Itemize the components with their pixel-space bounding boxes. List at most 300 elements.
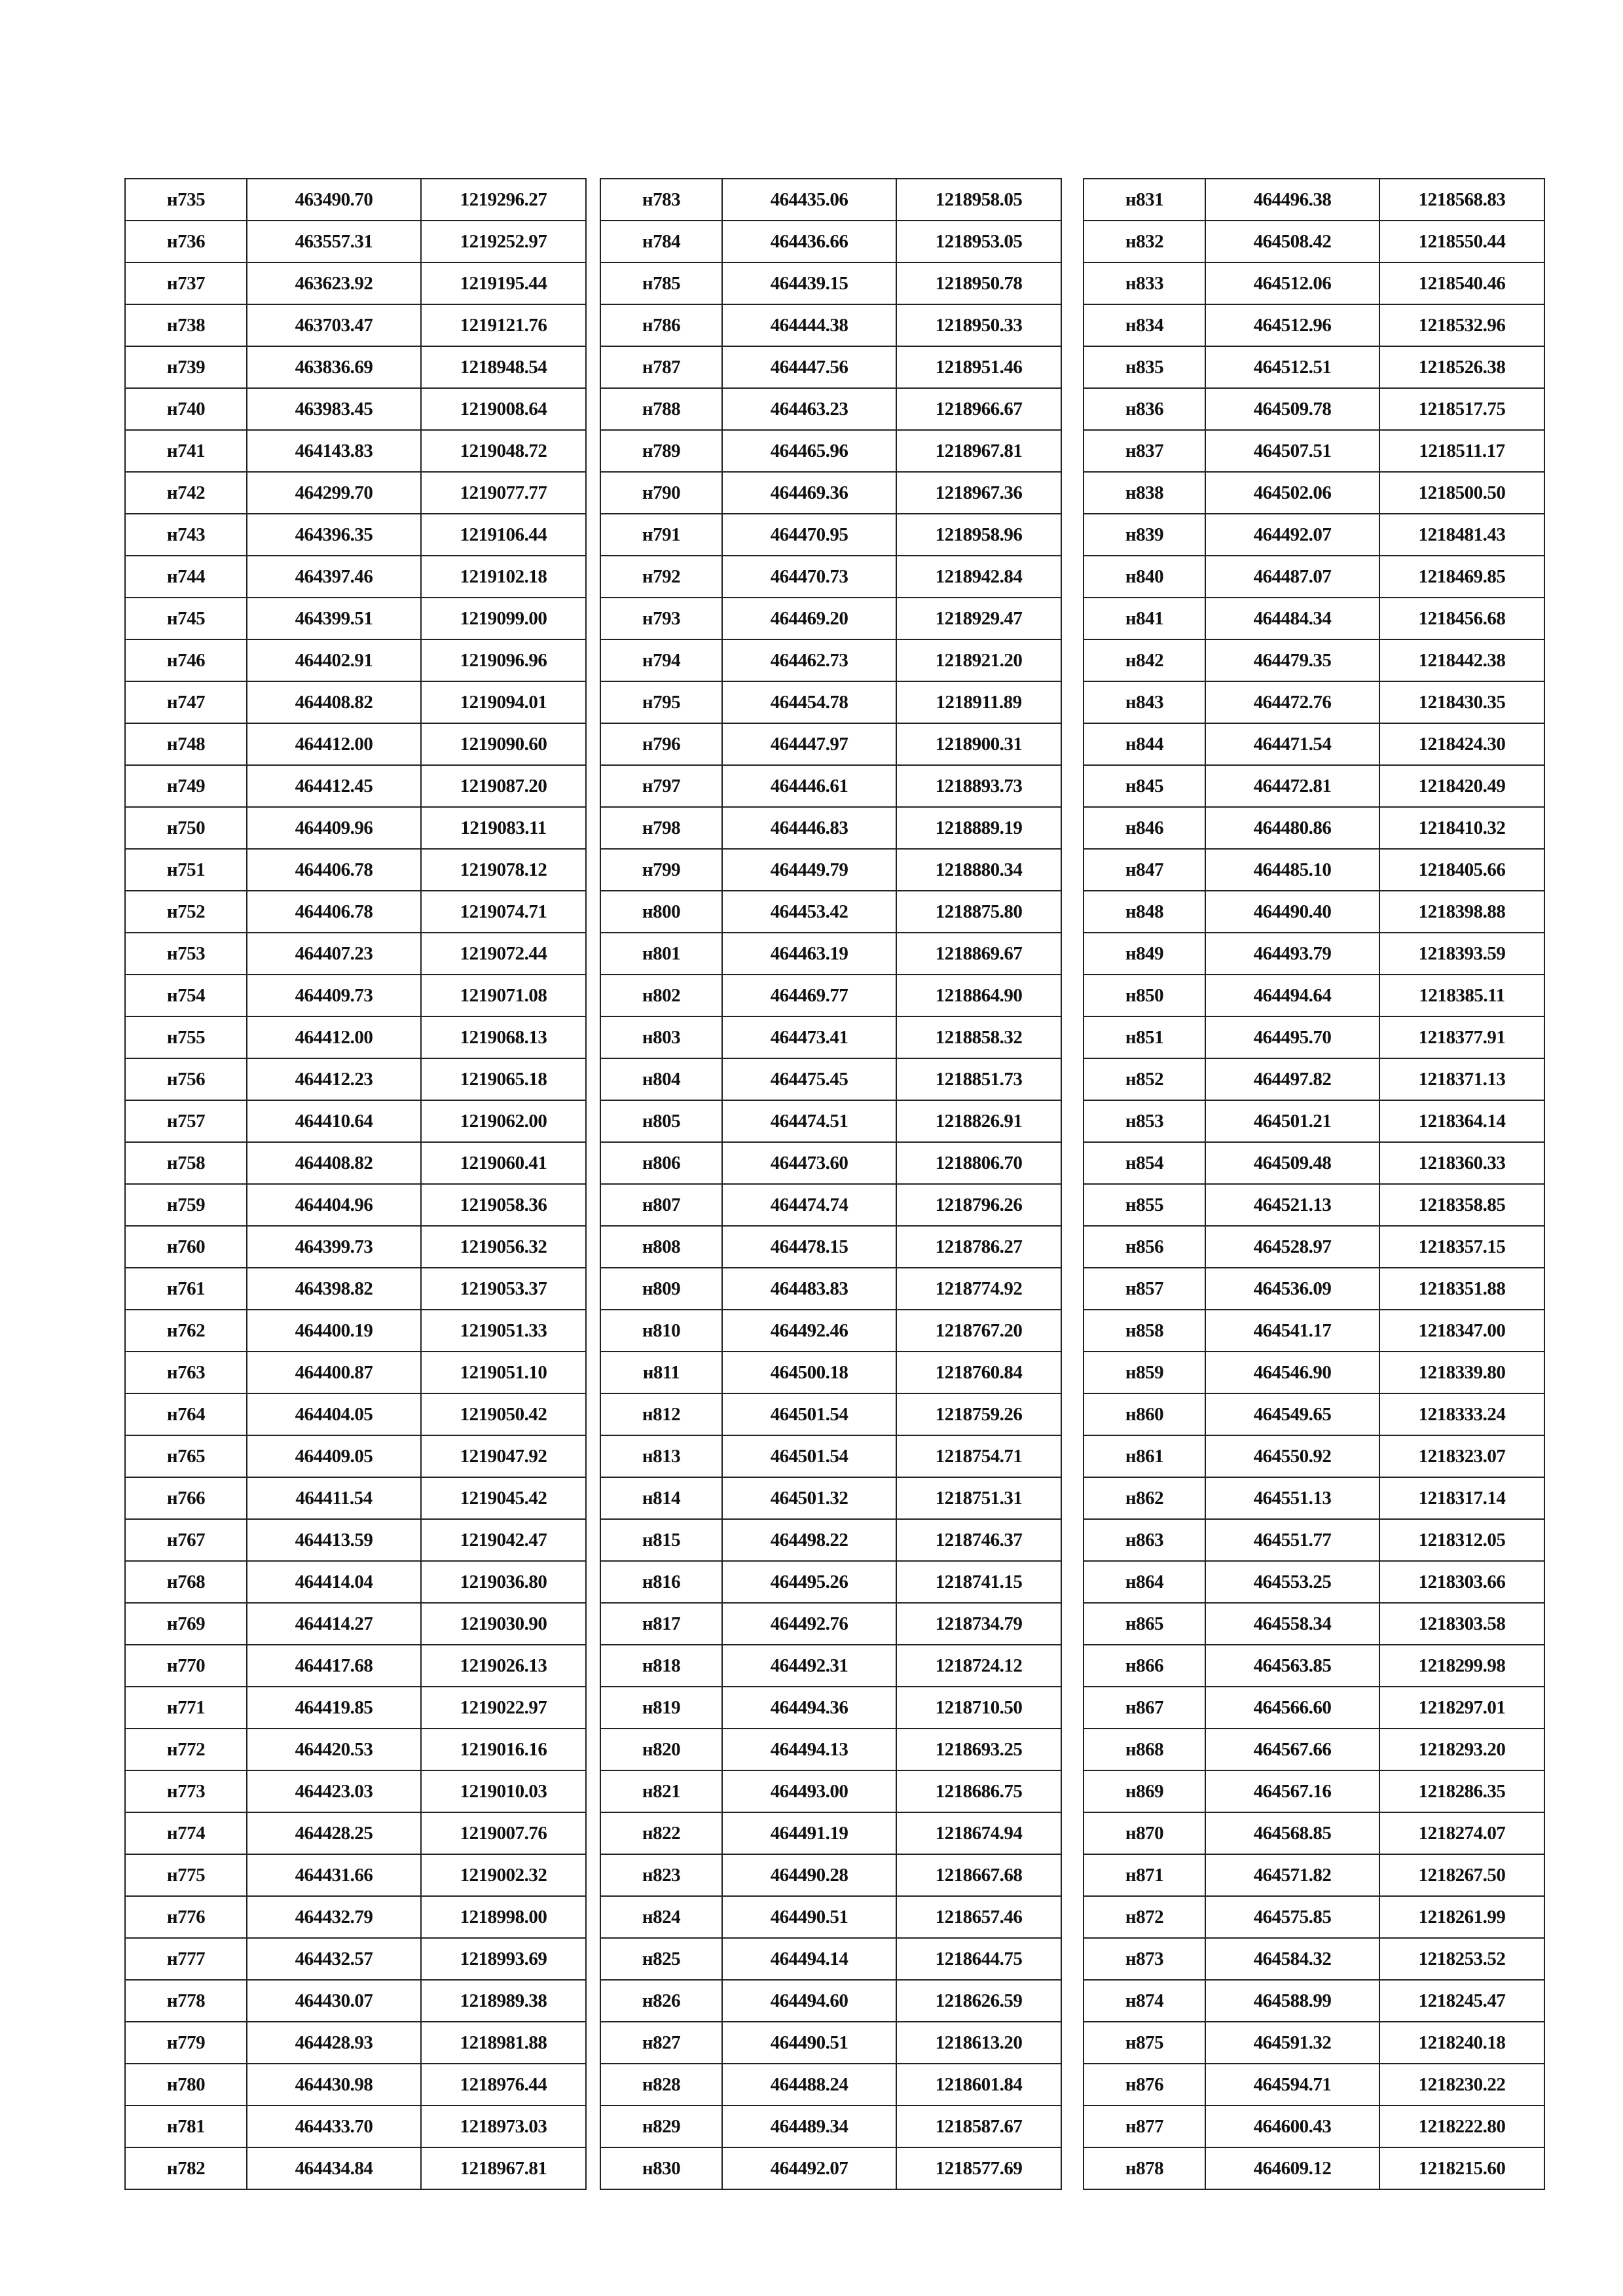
- point-id-cell: н874: [1084, 1980, 1205, 2022]
- y-coordinate-cell: 1219042.47: [421, 1519, 586, 1561]
- point-id-cell: н839: [1084, 514, 1205, 556]
- point-id-cell: н834: [1084, 304, 1205, 346]
- y-coordinate-cell: 1218303.58: [1379, 1603, 1544, 1645]
- table-row: [125, 179, 586, 221]
- table-row: [600, 1896, 1061, 1938]
- point-id-cell: н801: [600, 933, 722, 975]
- y-coordinate-cell: 1218953.05: [896, 221, 1061, 262]
- y-coordinate-cell: 1219096.96: [421, 639, 586, 681]
- x-coordinate-cell: 464553.25: [1205, 1561, 1379, 1603]
- table-row: [600, 933, 1061, 975]
- table-row: [600, 1393, 1061, 1435]
- x-coordinate-cell: 464446.61: [722, 765, 896, 807]
- point-id-cell: н795: [600, 681, 722, 723]
- x-coordinate-cell: 464491.19: [722, 1812, 896, 1854]
- point-id-cell: н765: [125, 1435, 247, 1477]
- y-coordinate-cell: 1218724.12: [896, 1645, 1061, 1687]
- x-coordinate-cell: 464400.87: [247, 1352, 421, 1393]
- table-row: [125, 514, 586, 556]
- y-coordinate-cell: 1219106.44: [421, 514, 586, 556]
- point-id-cell: н826: [600, 1980, 722, 2022]
- table-row: [1084, 262, 1544, 304]
- x-coordinate-cell: 464412.00: [247, 723, 421, 765]
- point-id-cell: н865: [1084, 1603, 1205, 1645]
- table-row: [1084, 1561, 1544, 1603]
- table-row: [125, 556, 586, 598]
- y-coordinate-cell: 1218405.66: [1379, 849, 1544, 891]
- y-coordinate-cell: 1218951.46: [896, 346, 1061, 388]
- point-id-cell: н753: [125, 933, 247, 975]
- y-coordinate-cell: 1219026.13: [421, 1645, 586, 1687]
- table-row: [125, 1058, 586, 1100]
- table-row: [1084, 849, 1544, 891]
- point-id-cell: н760: [125, 1226, 247, 1268]
- x-coordinate-cell: 464512.96: [1205, 304, 1379, 346]
- x-coordinate-cell: 464409.73: [247, 975, 421, 1016]
- y-coordinate-cell: 1218481.43: [1379, 514, 1544, 556]
- table-row: [600, 514, 1061, 556]
- y-coordinate-cell: 1219007.76: [421, 1812, 586, 1854]
- y-coordinate-cell: 1218442.38: [1379, 639, 1544, 681]
- y-coordinate-cell: 1218393.59: [1379, 933, 1544, 975]
- table-row: [125, 472, 586, 514]
- x-coordinate-cell: 464454.78: [722, 681, 896, 723]
- y-coordinate-cell: 1219252.97: [421, 221, 586, 262]
- y-coordinate-cell: 1218921.20: [896, 639, 1061, 681]
- table-row: [600, 1603, 1061, 1645]
- table-row: [1084, 1729, 1544, 1770]
- y-coordinate-cell: 1218577.69: [896, 2147, 1061, 2189]
- y-coordinate-cell: 1219068.13: [421, 1016, 586, 1058]
- x-coordinate-cell: 464463.19: [722, 933, 896, 975]
- y-coordinate-cell: 1218339.80: [1379, 1352, 1544, 1393]
- y-coordinate-cell: 1218398.88: [1379, 891, 1544, 933]
- x-coordinate-cell: 464402.91: [247, 639, 421, 681]
- table-row: [125, 1310, 586, 1352]
- point-id-cell: н846: [1084, 807, 1205, 849]
- table-row: [125, 388, 586, 430]
- y-coordinate-cell: 1218333.24: [1379, 1393, 1544, 1435]
- y-coordinate-cell: 1218858.32: [896, 1016, 1061, 1058]
- x-coordinate-cell: 464431.66: [247, 1854, 421, 1896]
- y-coordinate-cell: 1218351.88: [1379, 1268, 1544, 1310]
- table-row: [1084, 1603, 1544, 1645]
- table-row: [125, 807, 586, 849]
- point-id-cell: н840: [1084, 556, 1205, 598]
- point-id-cell: н778: [125, 1980, 247, 2022]
- y-coordinate-cell: 1218568.83: [1379, 179, 1544, 221]
- table-row: [600, 1812, 1061, 1854]
- x-coordinate-cell: 464463.23: [722, 388, 896, 430]
- point-id-cell: н754: [125, 975, 247, 1016]
- point-id-cell: н807: [600, 1184, 722, 1226]
- table-row: [125, 681, 586, 723]
- table-row: [1084, 1645, 1544, 1687]
- y-coordinate-cell: 1218958.05: [896, 179, 1061, 221]
- x-coordinate-cell: 463836.69: [247, 346, 421, 388]
- point-id-cell: н782: [125, 2147, 247, 2189]
- y-coordinate-cell: 1219048.72: [421, 430, 586, 472]
- table-row: [1084, 1100, 1544, 1142]
- x-coordinate-cell: 464408.82: [247, 1142, 421, 1184]
- point-id-cell: н844: [1084, 723, 1205, 765]
- x-coordinate-cell: 464413.59: [247, 1519, 421, 1561]
- point-id-cell: н828: [600, 2064, 722, 2106]
- x-coordinate-cell: 464412.23: [247, 1058, 421, 1100]
- x-coordinate-cell: 464446.83: [722, 807, 896, 849]
- x-coordinate-cell: 464494.60: [722, 1980, 896, 2022]
- table-row: [600, 1477, 1061, 1519]
- point-id-cell: н878: [1084, 2147, 1205, 2189]
- x-coordinate-cell: 464435.06: [722, 179, 896, 221]
- x-coordinate-cell: 464591.32: [1205, 2022, 1379, 2064]
- point-id-cell: н847: [1084, 849, 1205, 891]
- x-coordinate-cell: 464428.93: [247, 2022, 421, 2064]
- y-coordinate-cell: 1219022.97: [421, 1687, 586, 1729]
- y-coordinate-cell: 1218526.38: [1379, 346, 1544, 388]
- table-row: [125, 430, 586, 472]
- y-coordinate-cell: 1218869.67: [896, 933, 1061, 975]
- table-row: [600, 1435, 1061, 1477]
- point-id-cell: н825: [600, 1938, 722, 1980]
- y-coordinate-cell: 1218998.00: [421, 1896, 586, 1938]
- point-id-cell: н775: [125, 1854, 247, 1896]
- table-row: [1084, 1896, 1544, 1938]
- table-row: [125, 1142, 586, 1184]
- table-row: [125, 849, 586, 891]
- table-row: [1084, 1352, 1544, 1393]
- y-coordinate-cell: 1218626.59: [896, 1980, 1061, 2022]
- point-id-cell: н836: [1084, 388, 1205, 430]
- x-coordinate-cell: 464492.07: [1205, 514, 1379, 556]
- y-coordinate-cell: 1219071.08: [421, 975, 586, 1016]
- table-row: [1084, 1058, 1544, 1100]
- x-coordinate-cell: 464479.35: [1205, 639, 1379, 681]
- y-coordinate-cell: 1218317.14: [1379, 1477, 1544, 1519]
- x-coordinate-cell: 464609.12: [1205, 2147, 1379, 2189]
- y-coordinate-cell: 1219094.01: [421, 681, 586, 723]
- table-row: [125, 1980, 586, 2022]
- x-coordinate-cell: 464407.23: [247, 933, 421, 975]
- point-id-cell: н811: [600, 1352, 722, 1393]
- x-coordinate-cell: 464412.45: [247, 765, 421, 807]
- y-coordinate-cell: 1218267.50: [1379, 1854, 1544, 1896]
- y-coordinate-cell: 1218540.46: [1379, 262, 1544, 304]
- x-coordinate-cell: 464528.97: [1205, 1226, 1379, 1268]
- y-coordinate-cell: 1218875.80: [896, 891, 1061, 933]
- point-id-cell: н869: [1084, 1770, 1205, 1812]
- point-id-cell: н818: [600, 1645, 722, 1687]
- coordinate-table-block-3: [1083, 178, 1545, 2190]
- y-coordinate-cell: 1218950.33: [896, 304, 1061, 346]
- table-row: [600, 304, 1061, 346]
- y-coordinate-cell: 1218377.91: [1379, 1016, 1544, 1058]
- y-coordinate-cell: 1218420.49: [1379, 765, 1544, 807]
- x-coordinate-cell: 464495.70: [1205, 1016, 1379, 1058]
- y-coordinate-cell: 1218410.32: [1379, 807, 1544, 849]
- y-coordinate-cell: 1218347.00: [1379, 1310, 1544, 1352]
- y-coordinate-cell: 1219036.80: [421, 1561, 586, 1603]
- x-coordinate-cell: 464508.42: [1205, 221, 1379, 262]
- y-coordinate-cell: 1218240.18: [1379, 2022, 1544, 2064]
- point-id-cell: н788: [600, 388, 722, 430]
- table-row: [600, 1561, 1061, 1603]
- y-coordinate-cell: 1218303.66: [1379, 1561, 1544, 1603]
- y-coordinate-cell: 1219078.12: [421, 849, 586, 891]
- point-id-cell: н837: [1084, 430, 1205, 472]
- x-coordinate-cell: 464398.82: [247, 1268, 421, 1310]
- y-coordinate-cell: 1218424.30: [1379, 723, 1544, 765]
- point-id-cell: н870: [1084, 1812, 1205, 1854]
- table-row: [1084, 2022, 1544, 2064]
- point-id-cell: н800: [600, 891, 722, 933]
- table-row: [125, 2064, 586, 2106]
- point-id-cell: н843: [1084, 681, 1205, 723]
- point-id-cell: н787: [600, 346, 722, 388]
- table-row: [1084, 472, 1544, 514]
- table-row: [600, 1645, 1061, 1687]
- point-id-cell: н824: [600, 1896, 722, 1938]
- y-coordinate-cell: 1218893.73: [896, 765, 1061, 807]
- point-id-cell: н767: [125, 1519, 247, 1561]
- y-coordinate-cell: 1218966.67: [896, 388, 1061, 430]
- y-coordinate-cell: 1219072.44: [421, 933, 586, 975]
- x-coordinate-cell: 464600.43: [1205, 2106, 1379, 2147]
- table-row: [1084, 430, 1544, 472]
- point-id-cell: н875: [1084, 2022, 1205, 2064]
- point-id-cell: н776: [125, 1896, 247, 1938]
- point-id-cell: н812: [600, 1393, 722, 1435]
- y-coordinate-cell: 1219056.32: [421, 1226, 586, 1268]
- point-id-cell: н750: [125, 807, 247, 849]
- x-coordinate-cell: 464494.14: [722, 1938, 896, 1980]
- x-coordinate-cell: 464494.13: [722, 1729, 896, 1770]
- y-coordinate-cell: 1218948.54: [421, 346, 586, 388]
- table-row: [125, 1603, 586, 1645]
- table-row: [600, 1016, 1061, 1058]
- table-row: [600, 849, 1061, 891]
- table-row: [1084, 2147, 1544, 2189]
- point-id-cell: н876: [1084, 2064, 1205, 2106]
- x-coordinate-cell: 463983.45: [247, 388, 421, 430]
- point-id-cell: н872: [1084, 1896, 1205, 1938]
- point-id-cell: н806: [600, 1142, 722, 1184]
- x-coordinate-cell: 464588.99: [1205, 1980, 1379, 2022]
- point-id-cell: н748: [125, 723, 247, 765]
- table-row: [600, 723, 1061, 765]
- y-coordinate-cell: 1218430.35: [1379, 681, 1544, 723]
- point-id-cell: н853: [1084, 1100, 1205, 1142]
- x-coordinate-cell: 464509.48: [1205, 1142, 1379, 1184]
- x-coordinate-cell: 464430.07: [247, 1980, 421, 2022]
- point-id-cell: н852: [1084, 1058, 1205, 1100]
- table-row: [1084, 1142, 1544, 1184]
- x-coordinate-cell: 464494.64: [1205, 975, 1379, 1016]
- point-id-cell: н736: [125, 221, 247, 262]
- point-id-cell: н756: [125, 1058, 247, 1100]
- point-id-cell: н745: [125, 598, 247, 639]
- y-coordinate-cell: 1218981.88: [421, 2022, 586, 2064]
- y-coordinate-cell: 1218360.33: [1379, 1142, 1544, 1184]
- y-coordinate-cell: 1218967.81: [421, 2147, 586, 2189]
- y-coordinate-cell: 1218741.15: [896, 1561, 1061, 1603]
- y-coordinate-cell: 1219083.11: [421, 807, 586, 849]
- x-coordinate-cell: 464473.41: [722, 1016, 896, 1058]
- x-coordinate-cell: 464501.21: [1205, 1100, 1379, 1142]
- x-coordinate-cell: 464492.76: [722, 1603, 896, 1645]
- table-row: [125, 1770, 586, 1812]
- table-row: [1084, 933, 1544, 975]
- y-coordinate-cell: 1218613.20: [896, 2022, 1061, 2064]
- x-coordinate-cell: 464436.66: [722, 221, 896, 262]
- x-coordinate-cell: 464406.78: [247, 849, 421, 891]
- table-row: [125, 1938, 586, 1980]
- x-coordinate-cell: 464410.64: [247, 1100, 421, 1142]
- x-coordinate-cell: 464571.82: [1205, 1854, 1379, 1896]
- x-coordinate-cell: 464453.42: [722, 891, 896, 933]
- x-coordinate-cell: 464408.82: [247, 681, 421, 723]
- x-coordinate-cell: 464444.38: [722, 304, 896, 346]
- point-id-cell: н777: [125, 1938, 247, 1980]
- table-row: [1084, 1226, 1544, 1268]
- point-id-cell: н864: [1084, 1561, 1205, 1603]
- y-coordinate-cell: 1218973.03: [421, 2106, 586, 2147]
- table-row: [125, 2022, 586, 2064]
- point-id-cell: н737: [125, 262, 247, 304]
- y-coordinate-cell: 1218261.99: [1379, 1896, 1544, 1938]
- x-coordinate-cell: 464474.74: [722, 1184, 896, 1226]
- point-id-cell: н873: [1084, 1938, 1205, 1980]
- table-row: [600, 2022, 1061, 2064]
- point-id-cell: н746: [125, 639, 247, 681]
- y-coordinate-cell: 1218293.20: [1379, 1729, 1544, 1770]
- point-id-cell: н739: [125, 346, 247, 388]
- x-coordinate-cell: 464501.32: [722, 1477, 896, 1519]
- point-id-cell: н794: [600, 639, 722, 681]
- point-id-cell: н858: [1084, 1310, 1205, 1352]
- x-coordinate-cell: 464487.07: [1205, 556, 1379, 598]
- x-coordinate-cell: 464500.18: [722, 1352, 896, 1393]
- x-coordinate-cell: 464558.34: [1205, 1603, 1379, 1645]
- y-coordinate-cell: 1218929.47: [896, 598, 1061, 639]
- table-row: [600, 1519, 1061, 1561]
- table-row: [125, 1100, 586, 1142]
- table-row: [600, 430, 1061, 472]
- y-coordinate-cell: 1218667.68: [896, 1854, 1061, 1896]
- point-id-cell: н827: [600, 2022, 722, 2064]
- point-id-cell: н857: [1084, 1268, 1205, 1310]
- y-coordinate-cell: 1219102.18: [421, 556, 586, 598]
- y-coordinate-cell: 1218674.94: [896, 1812, 1061, 1854]
- x-coordinate-cell: 464447.97: [722, 723, 896, 765]
- table-row: [125, 1854, 586, 1896]
- x-coordinate-cell: 464490.51: [722, 1896, 896, 1938]
- y-coordinate-cell: 1218657.46: [896, 1896, 1061, 1938]
- table-row: [125, 975, 586, 1016]
- table-row: [125, 1393, 586, 1435]
- x-coordinate-cell: 464484.34: [1205, 598, 1379, 639]
- y-coordinate-cell: 1219077.77: [421, 472, 586, 514]
- x-coordinate-cell: 464470.95: [722, 514, 896, 556]
- point-id-cell: н769: [125, 1603, 247, 1645]
- x-coordinate-cell: 464489.34: [722, 2106, 896, 2147]
- x-coordinate-cell: 464496.38: [1205, 179, 1379, 221]
- point-id-cell: н770: [125, 1645, 247, 1687]
- x-coordinate-cell: 464406.78: [247, 891, 421, 933]
- x-coordinate-cell: 464411.54: [247, 1477, 421, 1519]
- point-id-cell: н774: [125, 1812, 247, 1854]
- table-row: [125, 1477, 586, 1519]
- y-coordinate-cell: 1218358.85: [1379, 1184, 1544, 1226]
- point-id-cell: н773: [125, 1770, 247, 1812]
- x-coordinate-cell: 464472.76: [1205, 681, 1379, 723]
- point-id-cell: н851: [1084, 1016, 1205, 1058]
- point-id-cell: н848: [1084, 891, 1205, 933]
- x-coordinate-cell: 464584.32: [1205, 1938, 1379, 1980]
- table-row: [125, 723, 586, 765]
- x-coordinate-cell: 464439.15: [722, 262, 896, 304]
- table-row: [600, 598, 1061, 639]
- x-coordinate-cell: 464404.05: [247, 1393, 421, 1435]
- table-row: [125, 1184, 586, 1226]
- x-coordinate-cell: 464509.78: [1205, 388, 1379, 430]
- point-id-cell: н862: [1084, 1477, 1205, 1519]
- point-id-cell: н772: [125, 1729, 247, 1770]
- table-row: [1084, 1770, 1544, 1812]
- table-row: [600, 2147, 1061, 2189]
- point-id-cell: н768: [125, 1561, 247, 1603]
- point-id-cell: н785: [600, 262, 722, 304]
- y-coordinate-cell: 1218500.50: [1379, 472, 1544, 514]
- table-row: [125, 933, 586, 975]
- table-row: [600, 1142, 1061, 1184]
- y-coordinate-cell: 1218644.75: [896, 1938, 1061, 1980]
- point-id-cell: н877: [1084, 2106, 1205, 2147]
- y-coordinate-cell: 1219058.36: [421, 1184, 586, 1226]
- x-coordinate-cell: 464568.85: [1205, 1812, 1379, 1854]
- point-id-cell: н738: [125, 304, 247, 346]
- table-row: [600, 556, 1061, 598]
- coordinate-rows: [1084, 179, 1544, 2189]
- table-row: [600, 1184, 1061, 1226]
- x-coordinate-cell: 464594.71: [1205, 2064, 1379, 2106]
- x-coordinate-cell: 464512.06: [1205, 262, 1379, 304]
- point-id-cell: н831: [1084, 179, 1205, 221]
- table-row: [125, 1729, 586, 1770]
- y-coordinate-cell: 1218851.73: [896, 1058, 1061, 1100]
- y-coordinate-cell: 1219045.42: [421, 1477, 586, 1519]
- x-coordinate-cell: 464521.13: [1205, 1184, 1379, 1226]
- point-id-cell: н820: [600, 1729, 722, 1770]
- point-id-cell: н803: [600, 1016, 722, 1058]
- coordinate-rows: [600, 179, 1061, 2189]
- point-id-cell: н810: [600, 1310, 722, 1352]
- table-row: [600, 891, 1061, 933]
- y-coordinate-cell: 1218511.17: [1379, 430, 1544, 472]
- point-id-cell: н766: [125, 1477, 247, 1519]
- y-coordinate-cell: 1219030.90: [421, 1603, 586, 1645]
- point-id-cell: н783: [600, 179, 722, 221]
- y-coordinate-cell: 1218517.75: [1379, 388, 1544, 430]
- point-id-cell: н751: [125, 849, 247, 891]
- x-coordinate-cell: 464414.27: [247, 1603, 421, 1645]
- y-coordinate-cell: 1218253.52: [1379, 1938, 1544, 1980]
- y-coordinate-cell: 1219060.41: [421, 1142, 586, 1184]
- point-id-cell: н790: [600, 472, 722, 514]
- point-id-cell: н814: [600, 1477, 722, 1519]
- x-coordinate-cell: 463703.47: [247, 304, 421, 346]
- y-coordinate-cell: 1218989.38: [421, 1980, 586, 2022]
